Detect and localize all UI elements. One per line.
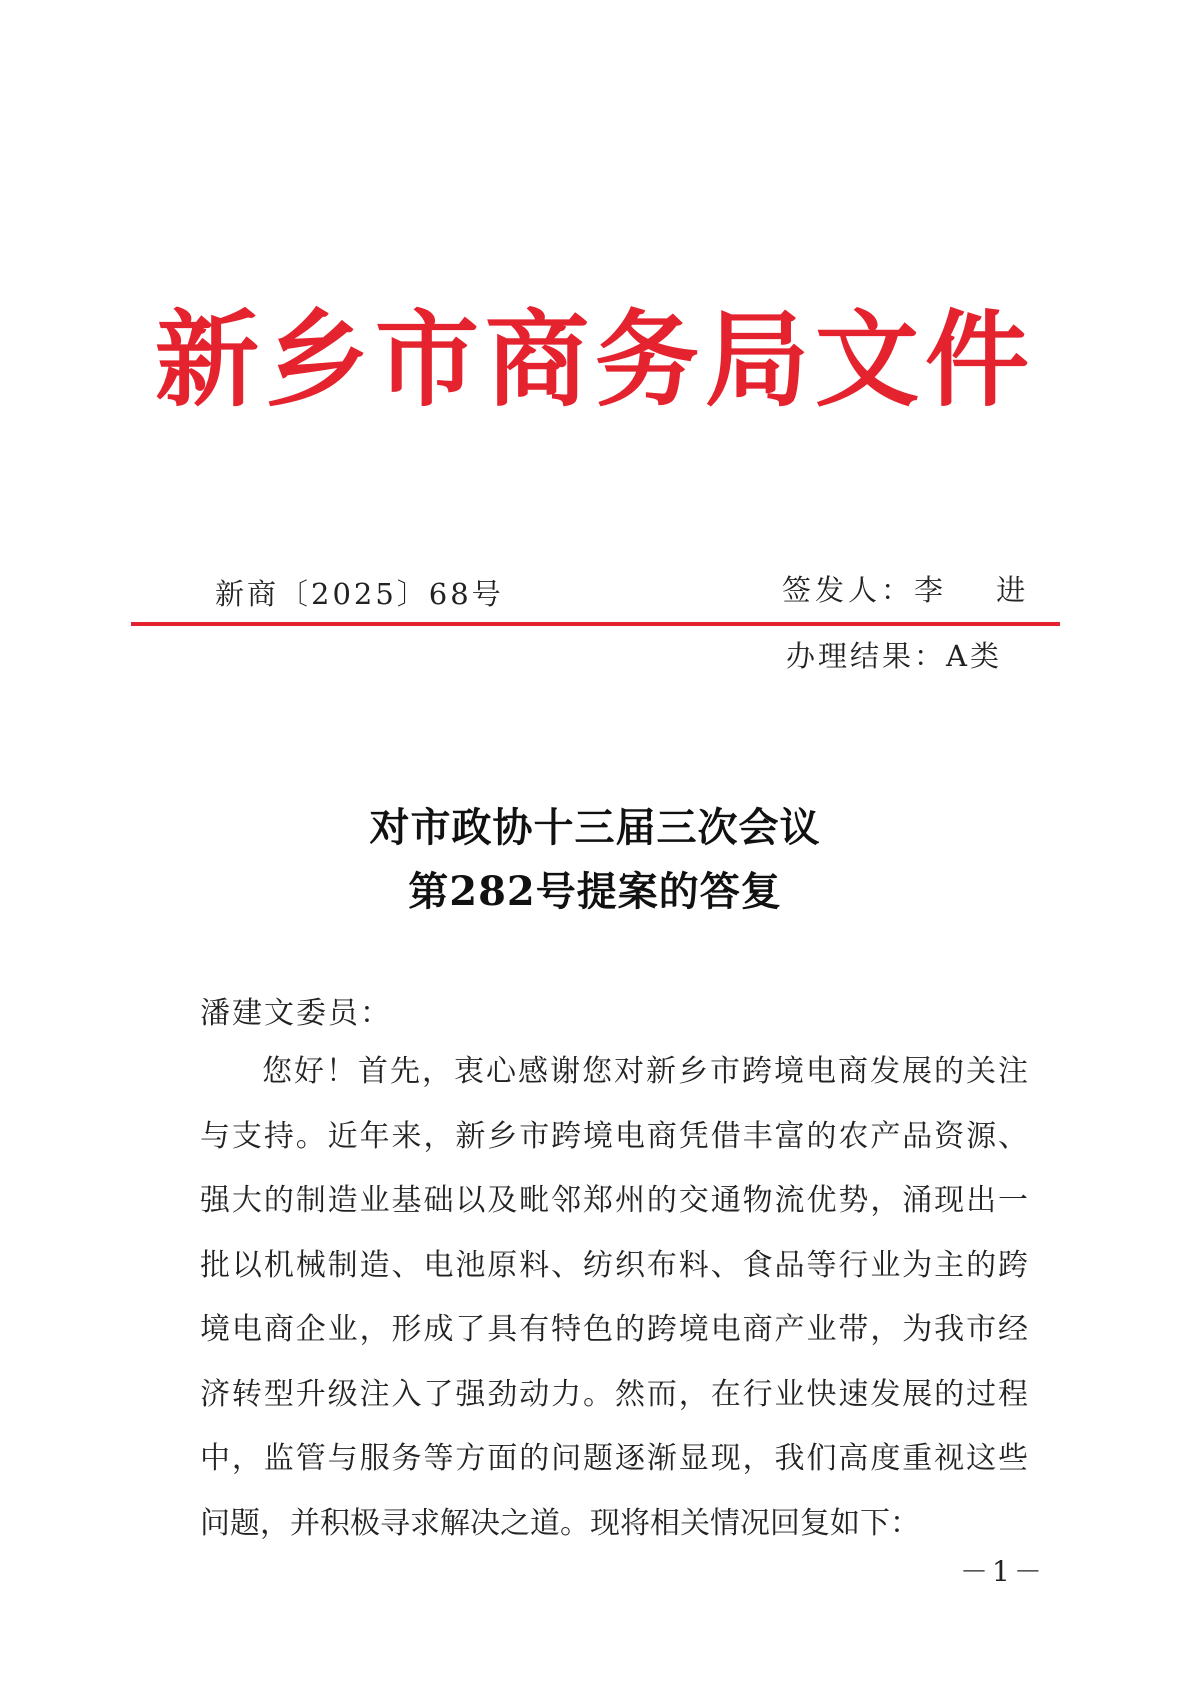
- red-header-title: 新乡市商务局文件: [154, 298, 1035, 421]
- salutation: 潘建文委员：: [200, 996, 392, 1031]
- body-line: 批以机械制造、电池原料、纺织布料、食品等行业为主的跨: [200, 1247, 1028, 1283]
- page-number: －1－: [960, 1555, 1046, 1588]
- document-title: [0, 796, 1190, 924]
- body-line: 境电商企业，形成了具有特色的跨境电商产业带，为我市经: [200, 1312, 1028, 1347]
- body-line: 您好！首先，衷心感谢您对新乡市跨境电商发展的关注: [262, 1054, 1028, 1089]
- title-line-2: 第282号提案的答复: [408, 868, 782, 915]
- document-number: 新商〔2025〕68号: [215, 577, 504, 611]
- handling-result: 办理结果：A类: [786, 639, 1002, 673]
- body-line: 与支持。近年来，新乡市跨境电商凭借丰富的农产品资源、: [200, 1118, 1028, 1154]
- signer-name: 李 进: [914, 573, 1048, 607]
- signer-label: 签发人：: [782, 573, 915, 607]
- body-line: 中，监管与服务等方面的问题逐渐显现，我们高度重视这些: [200, 1441, 1028, 1476]
- title-line-1: 对市政协十三届三次会议: [369, 804, 821, 851]
- body-line: 强大的制造业基础以及毗邻郑州的交通物流优势，涌现出一: [200, 1183, 1028, 1218]
- body-paragraph: [200, 1040, 1028, 1556]
- body-line: 问题，并积极寻求解决之道。现将相关情况回复如下：: [200, 1505, 920, 1541]
- signer: [782, 568, 1047, 609]
- body-line: 济转型升级注入了强劲动力。然而，在行业快速发展的过程: [200, 1376, 1028, 1412]
- red-separator-line: [131, 622, 1060, 626]
